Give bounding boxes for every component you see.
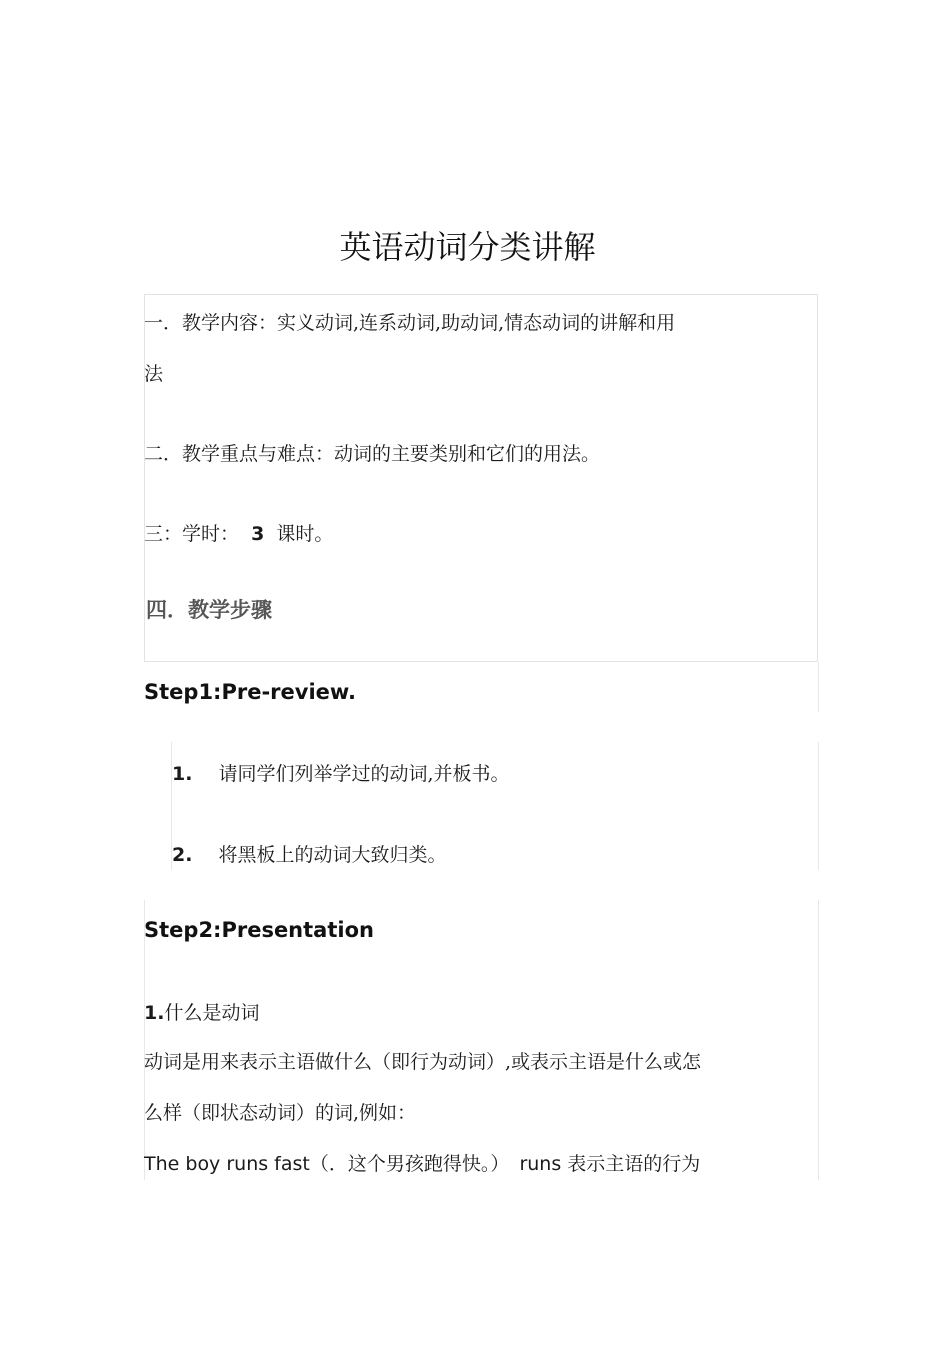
teaching-content-line1: 一．教学内容：实义动词,连系动词,助动词,情态动词的讲解和用 xyxy=(144,312,676,334)
step1-item-1 xyxy=(172,759,510,786)
example-translation: （．这个男孩跑得快。） xyxy=(309,1153,510,1175)
example-sentence: The boy runs fast xyxy=(144,1153,310,1175)
sub-title: 什么是动词 xyxy=(164,1002,260,1024)
hours-line xyxy=(144,519,333,546)
hours-prefix: 三：学时： xyxy=(144,523,240,545)
example-explanation: 表示主语的行为 xyxy=(567,1153,701,1175)
item-number: 2. xyxy=(172,844,193,866)
document-title: 英语动词分类讲解 xyxy=(339,228,596,266)
step1-item-2 xyxy=(172,840,447,867)
hours-value: 3 xyxy=(251,523,265,545)
divider xyxy=(818,662,819,712)
example-word: runs xyxy=(519,1153,562,1175)
item-text: 请同学们列举学过的动词,并板书。 xyxy=(218,763,510,785)
item-text: 将黑板上的动词大致归类。 xyxy=(218,844,447,866)
step1-title: Step1:Pre-review. xyxy=(144,680,356,704)
definition-line2: 么样（即状态动词）的词,例如： xyxy=(144,1102,417,1124)
sub-number: 1. xyxy=(144,1002,165,1024)
definition-line1: 动词是用来表示主语做什么（即行为动词）,或表示主语是什么或怎 xyxy=(144,1051,702,1073)
teaching-content-line2: 法 xyxy=(144,363,164,385)
hours-suffix: 课时。 xyxy=(276,523,334,545)
step2-title: Step2:Presentation xyxy=(144,918,374,942)
what-is-verb-heading xyxy=(144,998,259,1025)
item-number: 1. xyxy=(172,763,193,785)
divider xyxy=(144,900,145,1180)
example-line xyxy=(144,1149,700,1176)
steps-heading: 四．教学步骤 xyxy=(146,597,272,622)
divider xyxy=(818,900,819,1180)
key-points-line: 二．教学重点与难点：动词的主要类别和它们的用法。 xyxy=(144,443,601,465)
divider xyxy=(818,742,819,870)
